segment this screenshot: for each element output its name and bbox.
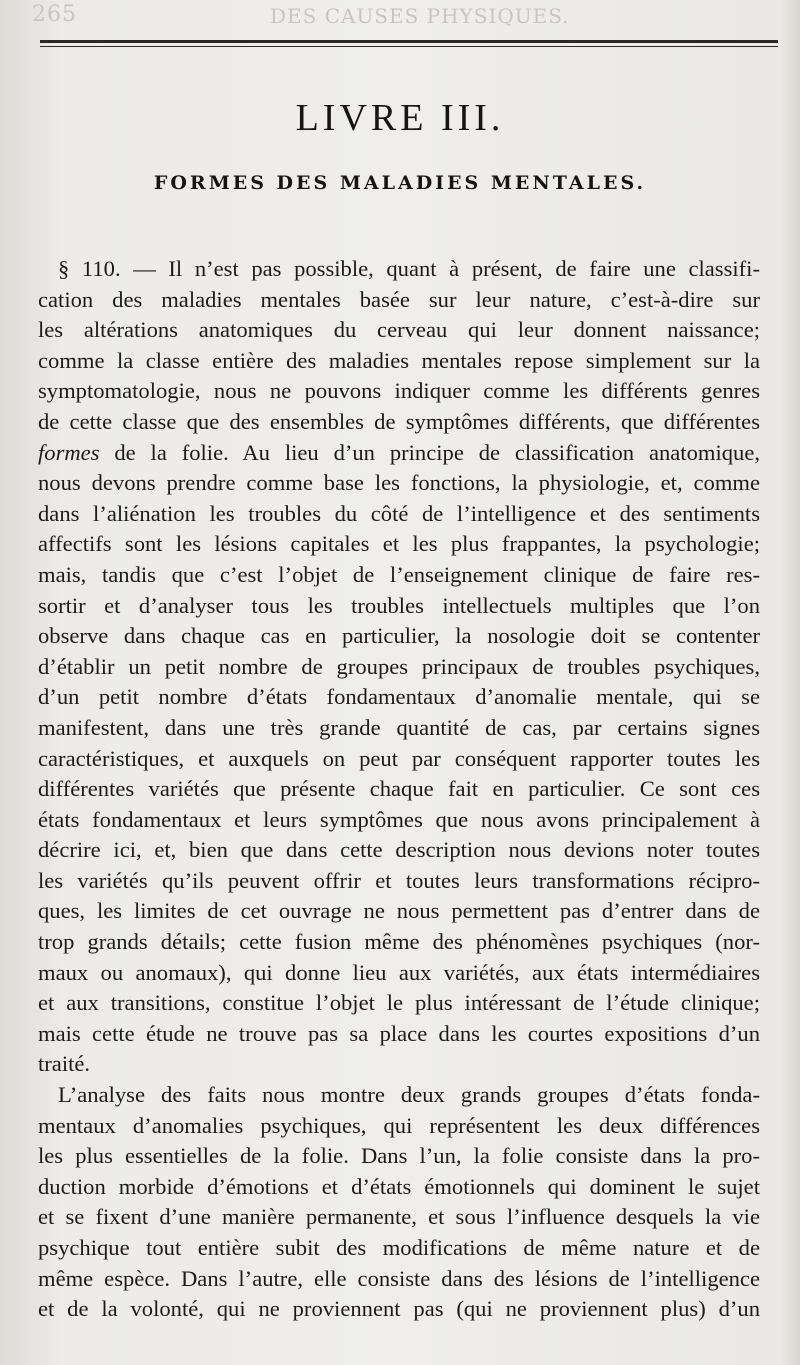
text-line: différentes variétés que présente chaque fait en particulier. Ce sont ces bbox=[38, 776, 760, 802]
header-rule bbox=[40, 40, 778, 43]
text-line: même espèce. Dans l’autre, elle consiste dans des lésions de l’intelligence bbox=[38, 1265, 760, 1291]
text-line: nous devons prendre comme base les fonctions, la physiologie, et, comme bbox=[38, 470, 760, 496]
text-line: symptomatologie, nous ne pouvons indiquer comme les différents genres bbox=[38, 378, 760, 404]
running-head bbox=[0, 2, 800, 32]
text-line: sortir et d’analyser tous les troubles intellectuels multiples que l’on bbox=[38, 592, 760, 618]
text-line: et aux transitions, constitue l’objet le plus intéressant de l’étude clinique; bbox=[38, 990, 760, 1016]
text-line: caractéristiques, et auxquels on peut par conséquent rapporter toutes les bbox=[38, 745, 760, 771]
text-line: comme la classe entière des maladies mentales repose simplement sur la bbox=[38, 347, 760, 373]
text-line: L’analyse des faits nous montre deux grands groupes d’états fonda- bbox=[58, 1082, 760, 1108]
text-line: traité. bbox=[38, 1051, 91, 1077]
text-line: cation des maladies mentales basée sur leur nature, c’est-à-dire sur bbox=[38, 286, 760, 312]
text-line: les variétés qu’ils peuvent offrir et toutes leurs transformations récipro- bbox=[38, 867, 760, 893]
text-line: les plus essentielles de la folie. Dans l’un, la folie consiste dans la pro- bbox=[38, 1143, 760, 1169]
text-line: mais cette étude ne trouve pas sa place dans les courtes expositions d’un bbox=[38, 1020, 760, 1046]
text-line: ques, les limites de cet ouvrage ne nous permettent pas d’entrer dans de bbox=[38, 898, 760, 924]
text-line: mentaux d’anomalies psychiques, qui représentent les deux différences bbox=[38, 1112, 760, 1138]
page-number: 265 bbox=[32, 2, 77, 27]
body-text bbox=[38, 254, 760, 1325]
text-line: maux ou anomaux), qui donne lieu aux variétés, aux états intermédiaires bbox=[38, 959, 760, 985]
text-line: mais, tandis que c’est l’objet de l’enseignement clinique de faire res- bbox=[38, 561, 760, 587]
text-line: dans l’aliénation les troubles du côté de l’intelligence et des sentiments bbox=[38, 500, 760, 526]
header-rule-thin bbox=[40, 46, 778, 47]
text-line: formes de la folie. Au lieu d’un principe de classification anatomique, bbox=[38, 439, 760, 465]
text-line: psychique tout entière subit des modifications de même nature et de bbox=[38, 1235, 760, 1260]
text-line: duction morbide d’émotions et d’états émotionnels qui dominent le sujet bbox=[38, 1173, 760, 1199]
text-line: trop grands détails; cette fusion même des phénomènes psychiques (nor- bbox=[38, 929, 760, 955]
running-head-text: DES CAUSES PHYSIQUES. bbox=[270, 4, 570, 28]
text-line: observe dans chaque cas en particulier, la nosologie doit se contenter bbox=[38, 623, 760, 649]
book-title: LIVRE III. bbox=[295, 97, 505, 139]
text-line: § 110. — Il n’est pas possible, quant à présent, de faire une classifi- bbox=[58, 256, 760, 281]
chapter-title: FORMES DES MALADIES MENTALES. bbox=[153, 172, 647, 194]
text-line: décrire ici, et, bien que dans cette description nous devions noter toutes bbox=[38, 837, 760, 863]
text-line: les altérations anatomiques du cerveau qui leur donnent naissance; bbox=[38, 317, 760, 343]
text-line: d’établir un petit nombre de groupes principaux de troubles psychiques, bbox=[38, 653, 760, 679]
text-line: manifestent, dans une très grande quantité de cas, par certains signes bbox=[38, 714, 760, 740]
text-line: et de la volonté, qui ne proviennent pas (qui ne proviennent plus) d’un bbox=[38, 1296, 760, 1322]
text-line: affectifs sont les lésions capitales et les plus frappantes, la psychologie; bbox=[38, 531, 760, 557]
text-line: et se fixent d’une manière permanente, et sous l’influence desquels la vie bbox=[38, 1204, 760, 1230]
text-line: d’un petit nombre d’états fondamentaux d’anomalie mentale, qui se bbox=[38, 684, 760, 710]
text-line: de cette classe que des ensembles de symptômes différents, que différentes bbox=[38, 408, 760, 434]
text-line: états fondamentaux et leurs symptômes que nous avons principalement à bbox=[38, 806, 760, 832]
